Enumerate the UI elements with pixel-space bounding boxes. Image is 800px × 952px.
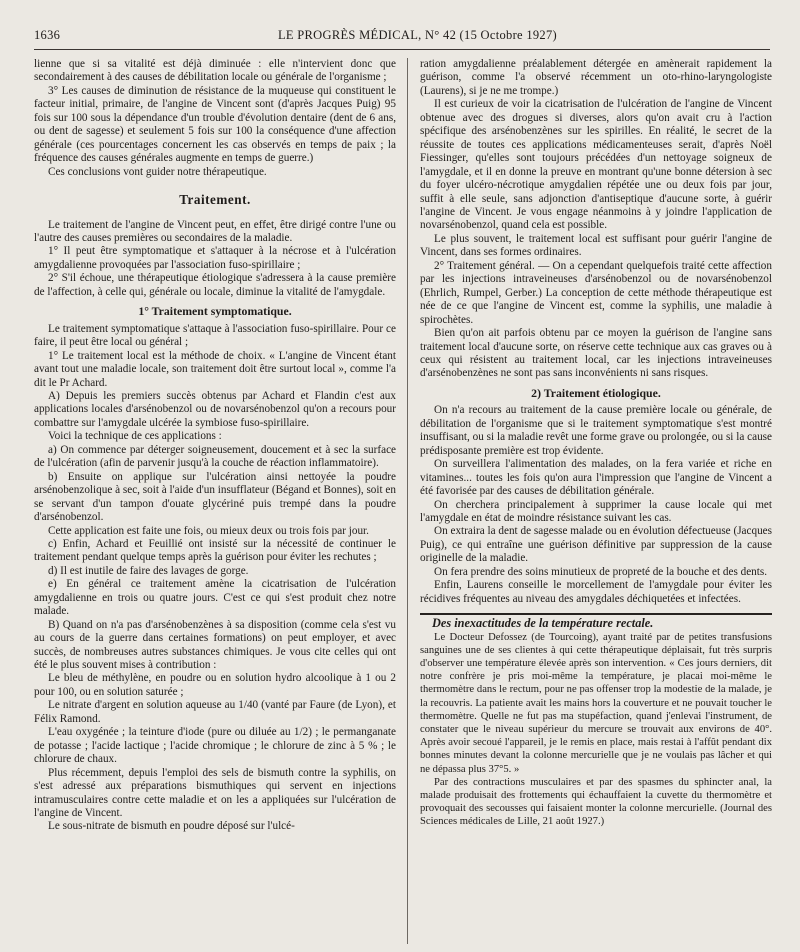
running-title: LE PROGRÈS MÉDICAL, N° 42 (15 Octobre 1927) [278, 28, 557, 42]
paragraph: 2° Traitement général. — On a cependant quelquefois traité cette affection par les injections intraveineuses d'arsénobenzol ou de novarsénobenzol (Ehrlich, Rumpel, Gerber.) La conception de cette méthode thérapeutique est née de ce que l'angine de Vincent est, comme la syphilis, une maladie à spirochètes. [420, 259, 772, 326]
paragraph: Il est curieux de voir la cicatrisation de l'ulcération de l'angine de Vincent obtenue avec des drogues si diverses, alors qu'on avait cru à l'action spécifique des arsénobenzènes sur les spirilles. En réalité, le secret de la réussite de toutes ces applications médicamenteuses serait, d'après Noël Fiessinger, qu'elles sont toujours précédées d'un nettoyage soigneux de l'amygdale, et il en donne la preuve en montrant qu'une bonne détersion à sec du foyer ulcéro-nécrotique amygdalien répétée une ou deux fois par jour, suffit à elle seule, sans adjonction d'antiseptique d'aucune sorte, à guérir l'angine de Vincent. Je vous engage néanmoins à y joindre l'application de novarsénobenzol, quand cela est possible. [420, 98, 772, 232]
paragraph: Le bleu de méthylène, en poudre ou en solution hydro alcoolique à 1 ou 2 pour 100, ou en solution saturée ; [34, 672, 396, 698]
paragraph: Plus récemment, depuis l'emploi des sels de bismuth contre la syphilis, on s'est adressé aux préparations bismuthiques qui servent en injections intramusculaires contre cette maladie et on les a appliquées sur l'ulcération de l'angine de Vincent. [34, 766, 396, 820]
paragraph: 3° Les causes de diminution de résistance de la muqueuse qui constituent le facteur initial, primaire, de l'angine de Vincent sont (d'après Jacques Puig) 95 fois sur 100 sous la dépendance d'un trouble d'évolution dentaire (dent de 6 ans, ou dent de sagesse) et seulement 5 fois sur 100 la conséquence d'une affection générale (ces pourcentages concernent les cas observés en temps de paix ; la fréquence des causes générales augmente en temps de guerre.) [34, 84, 396, 165]
paragraph: Cette application est faite une fois, ou mieux deux ou trois fois par jour. [48, 524, 369, 537]
page-number: 1636 [34, 28, 61, 42]
paragraph: On n'a recours au traitement de la cause première locale ou générale, de débilitation de l'organisme que si le traitement symptomatique s'est montré insuffisant, ou si la maladie revêt une forme grave ou prolongée, ou si la cause prédisposante première est trop évidente. [420, 404, 772, 457]
paragraph: Le sous-nitrate de bismuth en poudre déposé sur l'ulcé- [48, 820, 295, 833]
paragraph: lienne que si sa vitalité est déjà diminuée : elle n'intervient donc que secondairement à des causes de débilitation locale ou générale de l'organisme ; [34, 58, 396, 84]
paragraph: On extraira la dent de sagesse malade ou en évolution défectueuse (Jacques Puig), ce qui entraîne une guérison définitive par suppression de la cause originelle de la maladie. [420, 525, 772, 565]
paragraph: Le nitrate d'argent en solution aqueuse au 1/40 (vanté par Faure (de Lyon), et Félix Ramond. [34, 699, 396, 725]
left-column [34, 58, 396, 948]
paragraph: b) Ensuite on applique sur l'ulcération ainsi nettoyée la poudre arsénobenzolique à sec, soit à l'aide d'un insufflateur (Bégand et Bonnes), soit en se servant d'un tampon d'ouate glycériné puis trempé dans la poudre d'arsénobenzol. [34, 470, 396, 524]
column-divider [407, 58, 408, 944]
paragraph: Le plus souvent, le traitement local est suffisant pour guérir l'angine de Vincent, dans ses formes ordinaires. [420, 232, 772, 259]
paragraph: ration amygdalienne préalablement détergée en amènerait rapidement la guérison, comme l'a observé récemment un oto-rhino-laryngologiste (Laurens), si je ne me trompe.) [420, 58, 772, 97]
page-header [34, 28, 770, 48]
paragraph: A) Depuis les premiers succès obtenus par Achard et Flandin c'est aux applications locales d'arsénobenzol ou de novarsénobenzol qu'on a recours pour combattre sur l'amygdale ulcérée la symbiose fuso-spirillaire. [34, 389, 396, 429]
paragraph: Voici la technique de ces applications : [48, 430, 222, 443]
paragraph: a) On commence par déterger soigneusement, doucement et à sec la surface de l'ulcération (afin de parvenir jusqu'à la couche de réaction inflammatoire). [34, 443, 396, 470]
paragraph: c) Enfin, Achard et Feuillié ont insisté sur la nécessité de continuer le traitement pendant quelque temps après la guérison pour éviter les rechutes ; [34, 537, 396, 564]
paragraph: On cherchera principalement à supprimer la cause locale qui met l'amygdale en état de moindre résistance suivant les cas. [420, 498, 772, 524]
paragraph: e) En général ce traitement amène la cicatrisation de l'ulcération amygdalienne en trois ou quatre jours. C'est ce qui s'est produit chez notre malade. [34, 578, 396, 618]
box-article-title: Des inexactitudes de la température rectale. [420, 613, 772, 630]
paragraph: 1° Le traitement local est la méthode de choix. « L'angine de Vincent étant avant tout une maladie locale, son traitement doit être surtout local », comme l'a dit le Pr Achard. [34, 349, 396, 389]
section-heading-etiologique: 2) Traitement étiologique. [531, 385, 661, 400]
paragraph: 1° Il peut être symptomatique et s'attaquer à la nécrose et à l'ulcération amygdalienne provoquées par l'association fuso-spirillaire ; [34, 245, 396, 271]
section-heading-symptomatique: 1° Traitement symptomatique. [138, 304, 292, 319]
right-column [420, 58, 772, 948]
paragraph: Le Docteur Defossez (de Tourcoing), ayant traité par de petites transfusions sanguines une de ses clientes à qui cette thérapeutique déplaisait, fut très surpris d'observer une température élevée après son intervention. « Ces jours derniers, dit notre confrère je pris moi-même la température, je placai moi-même le thermomètre dans le rectum, pour ne pas offenser trop la modestie de la malade, je la recouvris. La patiente avait les mains hors la couverture et ne pouvait toucher le thermomètre. Quelle ne fut pas ma stupéfaction, quand j'enlevai l'instrument, de constater que le niveau supérieur du mercure se trouvait aux environs de 40°. Après avoir secoué l'appareil, je le remis en place, mais restai à l'affût pendant dix bonnes minutes devant la colonne mercurielle que je ne voulais pas lâcher et qui ne dépassa plus 37°5. » [420, 631, 772, 775]
paragraph: On fera prendre des soins minutieux de propreté de la bouche et des dents. [434, 565, 768, 578]
paragraph: 2° S'il échoue, une thérapeutique étiologique s'adressera à la cause première de l'affection, à celle qui, générale ou locale, diminue la vitalité de l'amygdale. [34, 272, 396, 298]
paragraph: Par des contractions musculaires et par des spasmes du sphincter anal, la malade produisait des frottements qui échauffaient la cuvette du thermomètre et provoquait des secousses qui faisaient monter la colonne mercurielle. (Journal des Sciences médicales de Lille, 21 août 1927.) [420, 776, 772, 828]
paragraph: d) Il est inutile de faire des lavages de gorge. [48, 564, 249, 577]
paragraph: On surveillera l'alimentation des malades, on la fera variée et riche en vitamines... toutes les fois qu'on aura l'impression que l'angine de Vincent a été favorisée par des causes de débilitation générale. [420, 458, 772, 498]
paragraph: L'eau oxygénée ; la teinture d'iode (pure ou diluée au 1/2) ; le permanganate de potasse ; l'acide lactique ; l'acide chromique ; le chlorure de zinc à 5 % ; le chlorure de chaux. [34, 726, 396, 766]
paragraph: Le traitement symptomatique s'attaque à l'association fuso-spirillaire. Pour ce faire, il peut être local ou général ; [34, 322, 396, 349]
paragraph: B) Quand on n'a pas d'arsénobenzènes à sa disposition (comme cela s'est vu au cours de la guerre dans certaines formations) on peut employer, et avec succès, de nombreuses autres substances chimiques. Je vous cite celles qui ont été le plus souvent mises à contribution : [34, 618, 396, 672]
paragraph: Enfin, Laurens conseille le morcellement de l'amygdale pour éviter les récidives fréquentes au niveau des amygdales déchiquetées et infectées. [420, 579, 772, 605]
header-rule [34, 49, 770, 50]
section-heading-traitement: Traitement. [179, 192, 251, 208]
paragraph: Le traitement de l'angine de Vincent peut, en effet, être dirigé contre l'une ou l'autre des causes premières ou secondaires de la maladie. [34, 218, 396, 244]
paragraph: Ces conclusions vont guider notre thérapeutique. [48, 165, 267, 178]
paragraph: Bien qu'on ait parfois obtenu par ce moyen la guérison de l'angine sans traitement local d'aucune sorte, on réserve cette technique aux cas graves ou à ceux qui résistent au traitement local, car les injections intraveineuses d'arsénobenzènes ne sont pas sans inconvénients ni sans risques. [420, 327, 772, 380]
